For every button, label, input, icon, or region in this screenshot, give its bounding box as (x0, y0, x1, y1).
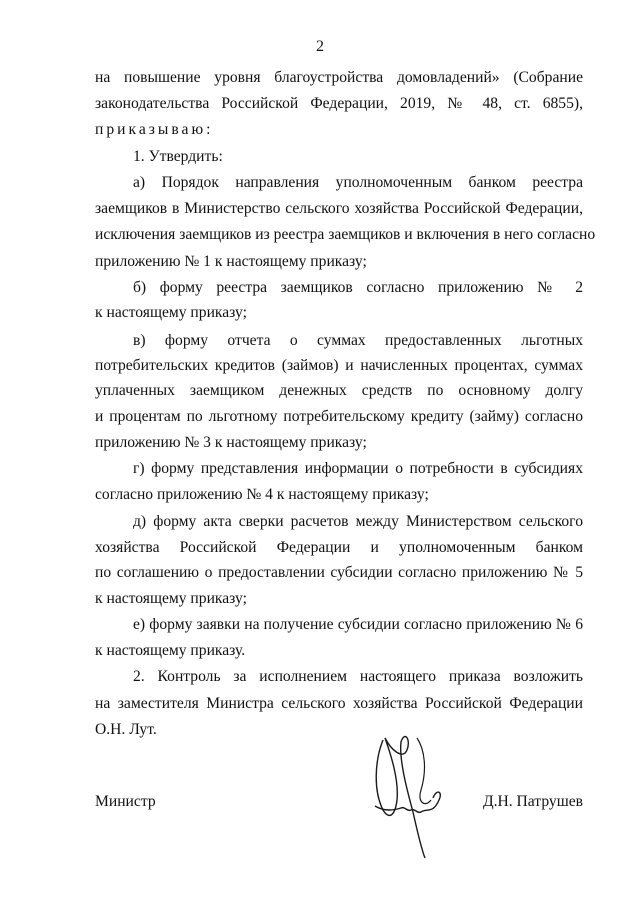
text-line: в) форму отчета о суммах предоставленных льготных (133, 332, 583, 349)
page-number: 2 (316, 38, 324, 55)
text-line: заемщиков в Министерство сельского хозяйства Российской Федерации, (95, 200, 583, 217)
handwritten-signature (355, 720, 455, 860)
text-line: 2. Контроль за исполнением настоящего приказа возложить (133, 668, 583, 685)
text-line: д) форму акта сверки расчетов между Министерством сельского (133, 513, 583, 530)
text-line: на повышение уровня благоустройства домовладений» (Собрание (95, 69, 583, 86)
text-line: приложению № 3 к настоящему приказу; (95, 434, 367, 451)
text-line: е) форму заявки на получение субсидии согласно приложению № 6 (133, 616, 583, 633)
text-line: потребительских кредитов (займов) и начисленных процентах, суммах (95, 357, 583, 374)
text-line: хозяйства Российской Федерации и уполномоченным банком (95, 539, 583, 556)
text-line: к настоящему приказу; (95, 304, 247, 321)
signatory-title: Министр (95, 793, 156, 810)
signatory-name: Д.Н. Патрушев (482, 793, 583, 810)
text-line: приказываю: (95, 121, 214, 138)
text-line: на заместителя Министра сельского хозяйства Российской Федерации (95, 695, 583, 712)
text-line: б) форму реестра заемщиков согласно приложению № 2 (133, 279, 583, 296)
text-line: согласно приложению № 4 к настоящему приказу; (95, 486, 429, 503)
text-line: по соглашению о предоставлении субсидии согласно приложению № 5 (95, 564, 583, 581)
text-line: а) Порядок направления уполномоченным банком реестра (133, 174, 583, 191)
text-line: 1. Утвердить: (133, 148, 223, 165)
text-line: к настоящему приказу; (95, 590, 247, 607)
text-line: и процентам по льготному потребительскому кредиту (займу) согласно (95, 408, 583, 425)
text-line: О.Н. Лут. (95, 721, 157, 738)
text-line: приложению № 1 к настоящему приказу; (95, 253, 367, 270)
text-line: законодательства Российской Федерации, 2019, № 48, ст. 6855), (95, 95, 583, 112)
text-line: уплаченных заемщиком денежных средств по основному долгу (95, 382, 583, 399)
text-line: к настоящему приказу. (95, 642, 246, 659)
text-line: исключения заемщиков из реестра заемщиков и включения в него согласно (95, 226, 596, 243)
text-line: г) форму представления информации о потребности в субсидиях (133, 460, 583, 477)
